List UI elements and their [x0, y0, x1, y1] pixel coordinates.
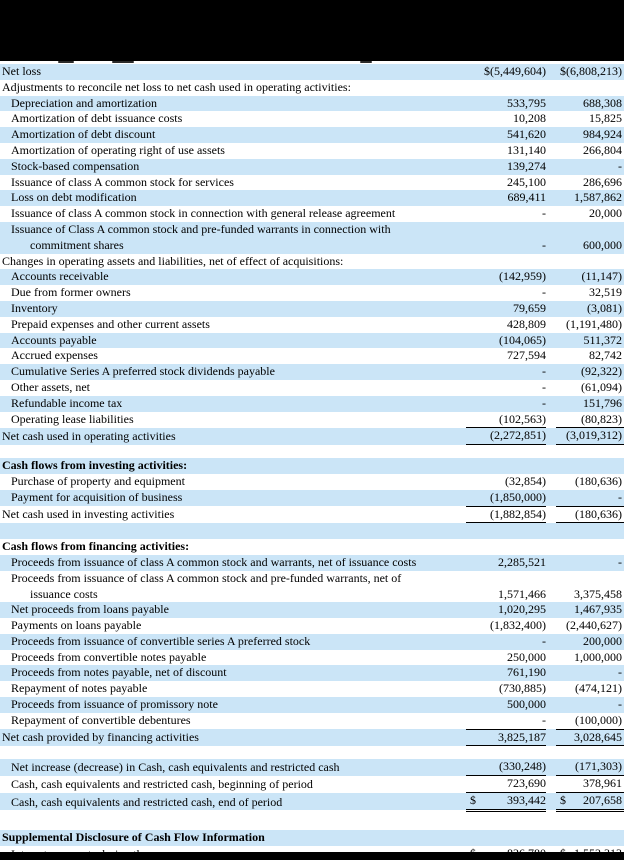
row-label: Issuance of class A common stock in connection with general release agreement [11, 206, 396, 221]
value-col2: (3,081) [587, 300, 622, 315]
table-row [0, 269, 624, 285]
value-col1 [466, 80, 546, 96]
row-label: Supplemental Disclosure of Cash Flow Information [2, 829, 265, 844]
row-label-cell [0, 143, 466, 159]
row-label: Refundable income tax [11, 395, 123, 410]
value-col2: - [618, 665, 622, 680]
value-col1: (1,850,000) [466, 490, 546, 506]
value-col1: 541,620 [507, 127, 546, 142]
value-col2: 20,000 [589, 206, 622, 221]
row-label: Operating lease liabilities [11, 412, 134, 427]
table-row [0, 301, 624, 317]
table-row [0, 539, 624, 555]
value-col1: (142,959) [499, 269, 546, 284]
value-col2: 286,696 [583, 174, 622, 189]
spacer-row [0, 523, 624, 539]
value-col1: 727,594 [507, 348, 546, 363]
table-row [0, 333, 624, 349]
table-row [0, 681, 624, 697]
row-label: Due from former owners [11, 285, 131, 300]
row-label: Net increase (decrease) in Cash, cash equivalents and restricted cash [11, 759, 340, 774]
column-gap [546, 665, 556, 681]
row-label-cell [0, 269, 466, 285]
value-col2: (1,191,480) [566, 316, 622, 331]
value-col1: 10,208 [513, 111, 546, 126]
row-label: Proceeds from issuance of class A common stock and warrants, net of issuance costs [11, 554, 417, 569]
row-label: Net proceeds from loans payable [11, 602, 169, 617]
row-label: Payment for acquisition of business [11, 490, 183, 505]
row-label: Loss on debt modification [11, 190, 137, 205]
row-label-cell [0, 634, 466, 650]
row-label-cell [0, 618, 466, 634]
value-col1: 131,140 [507, 142, 546, 157]
row-label-cell [0, 555, 466, 571]
row-label-cell [0, 681, 466, 697]
row-label: Accounts receivable [11, 269, 109, 284]
value-col2: (2,440,627) [566, 618, 622, 633]
spacer-row [0, 445, 624, 459]
table-row [0, 190, 624, 206]
column-gap [546, 333, 556, 349]
column-gap [546, 555, 556, 571]
value-col1: $(5,449,604) [484, 64, 546, 78]
row-label-cell [0, 793, 466, 811]
row-label: Changes in operating assets and liabilities, net of effect of acquisitions: [2, 253, 344, 268]
row-label-cell [0, 458, 466, 474]
column-gap [546, 571, 556, 603]
table-row [0, 285, 624, 301]
column-gap [546, 380, 556, 396]
table-row [0, 206, 624, 222]
table-row [0, 175, 624, 191]
value-col2: - [618, 697, 622, 712]
value-col1: 2,285,521 [498, 554, 546, 569]
row-label-cell [0, 348, 466, 364]
table-row [0, 602, 624, 618]
column-gap [546, 111, 556, 127]
value-col1: 428,809 [507, 316, 546, 331]
row-label-line2: issuance costs [30, 586, 98, 601]
row-label-cell [0, 285, 466, 301]
table-row [0, 64, 624, 80]
table-row [0, 222, 624, 254]
value-col1: 139,274 [507, 158, 546, 173]
value-col2: - [556, 490, 624, 506]
value-col1: 761,190 [507, 665, 546, 680]
column-gap [546, 396, 556, 412]
value-col1: 689,411 [507, 190, 546, 205]
value-col2: (100,000) [556, 713, 624, 729]
table-row [0, 96, 624, 112]
column-gap [546, 143, 556, 159]
value-col1: - [542, 379, 546, 394]
column-gap [546, 458, 556, 474]
top-black-band [0, 0, 624, 61]
value-col1: (2,272,851) [466, 428, 546, 445]
row-label-cell [0, 396, 466, 412]
row-label-cell [0, 333, 466, 349]
row-label-cell [0, 539, 466, 555]
value-col1: (1,882,854) [466, 506, 546, 523]
table-row [0, 830, 624, 846]
table-row [0, 474, 624, 490]
row-label-cell [0, 175, 466, 191]
row-label: Prepaid expenses and other current assets [11, 316, 210, 331]
row-label-cell [0, 830, 466, 846]
table-row [0, 490, 624, 506]
column-gap [546, 650, 556, 666]
column-gap [546, 793, 556, 811]
table-row [0, 159, 624, 175]
row-label: Proceeds from issuance of class A common stock and pre-funded warrants, net of [11, 570, 402, 585]
table-row [0, 618, 624, 634]
row-label-cell [0, 301, 466, 317]
value-col2: 511,372 [583, 332, 622, 347]
table-row [0, 396, 624, 412]
column-gap [546, 681, 556, 697]
value-col1: - [542, 237, 546, 252]
column-gap [546, 412, 556, 428]
table-row [0, 428, 624, 445]
row-label-cell [0, 412, 466, 428]
value-col1: (1,832,400) [490, 618, 546, 633]
value-col1: - [466, 713, 546, 729]
row-label-cell [0, 64, 466, 80]
column-gap [546, 301, 556, 317]
row-label: Proceeds from convertible notes payable [11, 649, 207, 664]
value-col2: (171,303) [556, 759, 624, 775]
value-col2: 600,000 [583, 237, 622, 252]
table-row [0, 650, 624, 666]
row-label-line2: commitment shares [30, 237, 124, 252]
row-label-cell [0, 428, 466, 445]
table-row [0, 364, 624, 380]
column-gap [546, 697, 556, 713]
value-col2: $(6,808,213) [560, 64, 622, 78]
row-label-cell [0, 729, 466, 746]
spacer-cell [0, 445, 624, 459]
value-col1: (330,248) [466, 759, 546, 775]
row-label-cell [0, 650, 466, 666]
value-col1: - [542, 364, 546, 379]
column-gap [546, 634, 556, 650]
table-row [0, 697, 624, 713]
value-col2: 1,587,862 [574, 190, 622, 205]
value-col1: - [542, 633, 546, 648]
table-row [0, 412, 624, 428]
column-gap [546, 317, 556, 333]
value-col1: (730,885) [499, 681, 546, 696]
column-gap [546, 348, 556, 364]
row-label-cell [0, 159, 466, 175]
table-row [0, 380, 624, 396]
row-label: Cash, cash equivalents and restricted cash, beginning of period [11, 776, 313, 791]
row-label-cell [0, 80, 466, 96]
row-label-cell [0, 602, 466, 618]
row-label-cell [0, 776, 466, 793]
value-col2: (61,094) [581, 379, 622, 394]
value-col2: - [618, 158, 622, 173]
row-label: Accounts payable [11, 332, 97, 347]
column-gap [546, 206, 556, 222]
row-label: Cash flows from investing activities: [2, 458, 188, 473]
row-label: Net cash used in investing activities [2, 507, 175, 522]
column-gap [546, 254, 556, 270]
value-col2: - [618, 554, 622, 569]
value-col2: 984,924 [583, 127, 622, 142]
value-col2 [556, 830, 624, 846]
row-label-cell [0, 697, 466, 713]
dollar-sign: $ [560, 793, 566, 808]
spacer-cell [0, 523, 624, 539]
value-col2 [556, 793, 624, 811]
table-row [0, 634, 624, 650]
value-col2: 266,804 [583, 142, 622, 157]
value-col2: (80,823) [556, 412, 624, 428]
value-col1 [466, 539, 546, 555]
row-label: Net loss [2, 64, 41, 78]
value-col1: 723,690 [466, 776, 546, 793]
value-col2: 3,028,645 [556, 729, 624, 746]
value-col2: (180,636) [575, 473, 622, 488]
value-col1 [466, 458, 546, 474]
value-col1: 1,020,295 [498, 602, 546, 617]
column-gap [546, 602, 556, 618]
row-label: Other assets, net [11, 379, 90, 394]
spacer-cell [0, 810, 624, 830]
row-label: Inventory [11, 300, 58, 315]
table-row [0, 713, 624, 729]
value-col2 [556, 80, 624, 96]
row-label: Adjustments to reconcile net loss to net cash used in operating activities: [2, 79, 351, 94]
value-col2: 1,000,000 [574, 649, 622, 664]
table-row [0, 254, 624, 270]
value-col2: 32,519 [589, 285, 622, 300]
table-row [0, 317, 624, 333]
table-row [0, 80, 624, 96]
value-col2: 1,467,935 [574, 602, 622, 617]
value-col1: (102,563) [466, 412, 546, 428]
column-gap [546, 474, 556, 490]
spacer-row [0, 810, 624, 830]
row-label-cell [0, 713, 466, 729]
row-label: Purchase of property and equipment [11, 473, 185, 488]
table-row [0, 506, 624, 523]
table-row [0, 776, 624, 793]
row-label-cell [0, 665, 466, 681]
row-label: Cumulative Series A preferred stock dividends payable [11, 364, 275, 379]
column-gap [546, 285, 556, 301]
cropped-text-remnant [0, 61, 624, 64]
column-gap [546, 190, 556, 206]
row-label-cell [0, 364, 466, 380]
cash-flow-table [0, 64, 624, 860]
spacer-row [0, 746, 624, 760]
row-label-cell [0, 206, 466, 222]
row-label-cell [0, 222, 466, 254]
value-col2: (92,322) [581, 364, 622, 379]
value-col2: (3,019,312) [556, 428, 624, 445]
column-gap [546, 428, 556, 445]
row-label: Proceeds from notes payable, net of discount [11, 665, 227, 680]
value-col2: 15,825 [589, 111, 622, 126]
column-gap [546, 364, 556, 380]
row-label: Net cash provided by financing activities [2, 730, 199, 745]
row-label: Cash, cash equivalents and restricted cash, end of period [11, 794, 283, 809]
row-label-cell [0, 474, 466, 490]
row-label: Accrued expenses [11, 348, 98, 363]
row-label: Repayment of notes payable [11, 681, 148, 696]
spacer-cell [0, 746, 624, 760]
value-col2 [556, 539, 624, 555]
value-col1: 250,000 [507, 649, 546, 664]
value-col1 [466, 830, 546, 846]
value-col2: 151,796 [583, 395, 622, 410]
row-label-cell [0, 759, 466, 775]
value-col1: (104,065) [499, 332, 546, 347]
value-col1: 79,659 [513, 300, 546, 315]
value-col1: - [542, 206, 546, 221]
table-row [0, 571, 624, 603]
column-gap [546, 490, 556, 506]
row-label: Proceeds from issuance of convertible series A preferred stock [11, 633, 311, 648]
column-gap [546, 175, 556, 191]
column-gap [546, 713, 556, 729]
column-gap [546, 729, 556, 746]
column-gap [546, 96, 556, 112]
amount: 393,442 [507, 793, 546, 808]
value-col1 [466, 793, 546, 811]
value-col2: 688,308 [583, 95, 622, 110]
row-label: Cash flows from financing activities: [2, 539, 190, 554]
row-label: Stock-based compensation [11, 158, 140, 173]
row-label-cell [0, 190, 466, 206]
column-gap [546, 759, 556, 775]
column-gap [546, 830, 556, 846]
table-row [0, 759, 624, 775]
row-label: Issuance of Class A common stock and pre-funded warrants in connection with [11, 221, 391, 236]
row-label: Depreciation and amortization [11, 95, 157, 110]
column-gap [546, 80, 556, 96]
row-label-cell [0, 571, 466, 603]
column-gap [546, 539, 556, 555]
table-row [0, 665, 624, 681]
row-label: Payments on loans payable [11, 618, 142, 633]
value-col2: 82,742 [589, 348, 622, 363]
value-col1: 245,100 [507, 174, 546, 189]
value-col2: 200,000 [583, 633, 622, 648]
value-col2: 378,961 [556, 776, 624, 793]
row-label: Repayment of convertible debentures [11, 713, 191, 728]
row-label-cell [0, 317, 466, 333]
row-label-cell [0, 380, 466, 396]
value-col1: (32,854) [505, 473, 546, 488]
table-row [0, 793, 624, 811]
table-row [0, 458, 624, 474]
value-col2: (180,636) [556, 506, 624, 523]
amount: 207,658 [583, 793, 622, 808]
dollar-sign: $ [470, 793, 476, 808]
value-col2 [556, 458, 624, 474]
column-gap [546, 127, 556, 143]
value-col1: 1,571,466 [498, 586, 546, 601]
value-col1: - [542, 395, 546, 410]
table-row [0, 127, 624, 143]
value-col1: 533,795 [507, 95, 546, 110]
row-label: Amortization of debt issuance costs [11, 111, 183, 126]
column-gap [546, 159, 556, 175]
row-label-cell [0, 127, 466, 143]
table-row [0, 729, 624, 746]
row-label: Proceeds from issuance of promissory note [11, 697, 218, 712]
value-col2: 3,375,458 [574, 586, 622, 601]
table-row [0, 348, 624, 364]
value-col2: (474,121) [575, 681, 622, 696]
value-col1: - [542, 285, 546, 300]
column-gap [546, 618, 556, 634]
value-col1: 3,825,187 [466, 729, 546, 746]
row-label-cell [0, 490, 466, 506]
row-label-cell [0, 254, 466, 270]
column-gap [546, 222, 556, 254]
row-label: Amortization of operating right of use assets [11, 142, 225, 157]
column-gap [546, 776, 556, 793]
table-row [0, 143, 624, 159]
row-label-cell [0, 111, 466, 127]
value-col1 [466, 254, 546, 270]
row-label-cell [0, 506, 466, 523]
row-label: Net cash used in operating activities [2, 428, 176, 443]
bottom-black-band [0, 852, 624, 860]
value-col2: (11,147) [581, 269, 622, 284]
row-label: Issuance of class A common stock for services [11, 174, 234, 189]
column-gap [546, 269, 556, 285]
table-row [0, 555, 624, 571]
column-gap [546, 64, 556, 80]
value-col2 [556, 254, 624, 270]
table-row [0, 111, 624, 127]
column-gap [546, 506, 556, 523]
row-label: Amortization of debt discount [11, 127, 156, 142]
value-col1: 500,000 [507, 697, 546, 712]
row-label-cell [0, 96, 466, 112]
